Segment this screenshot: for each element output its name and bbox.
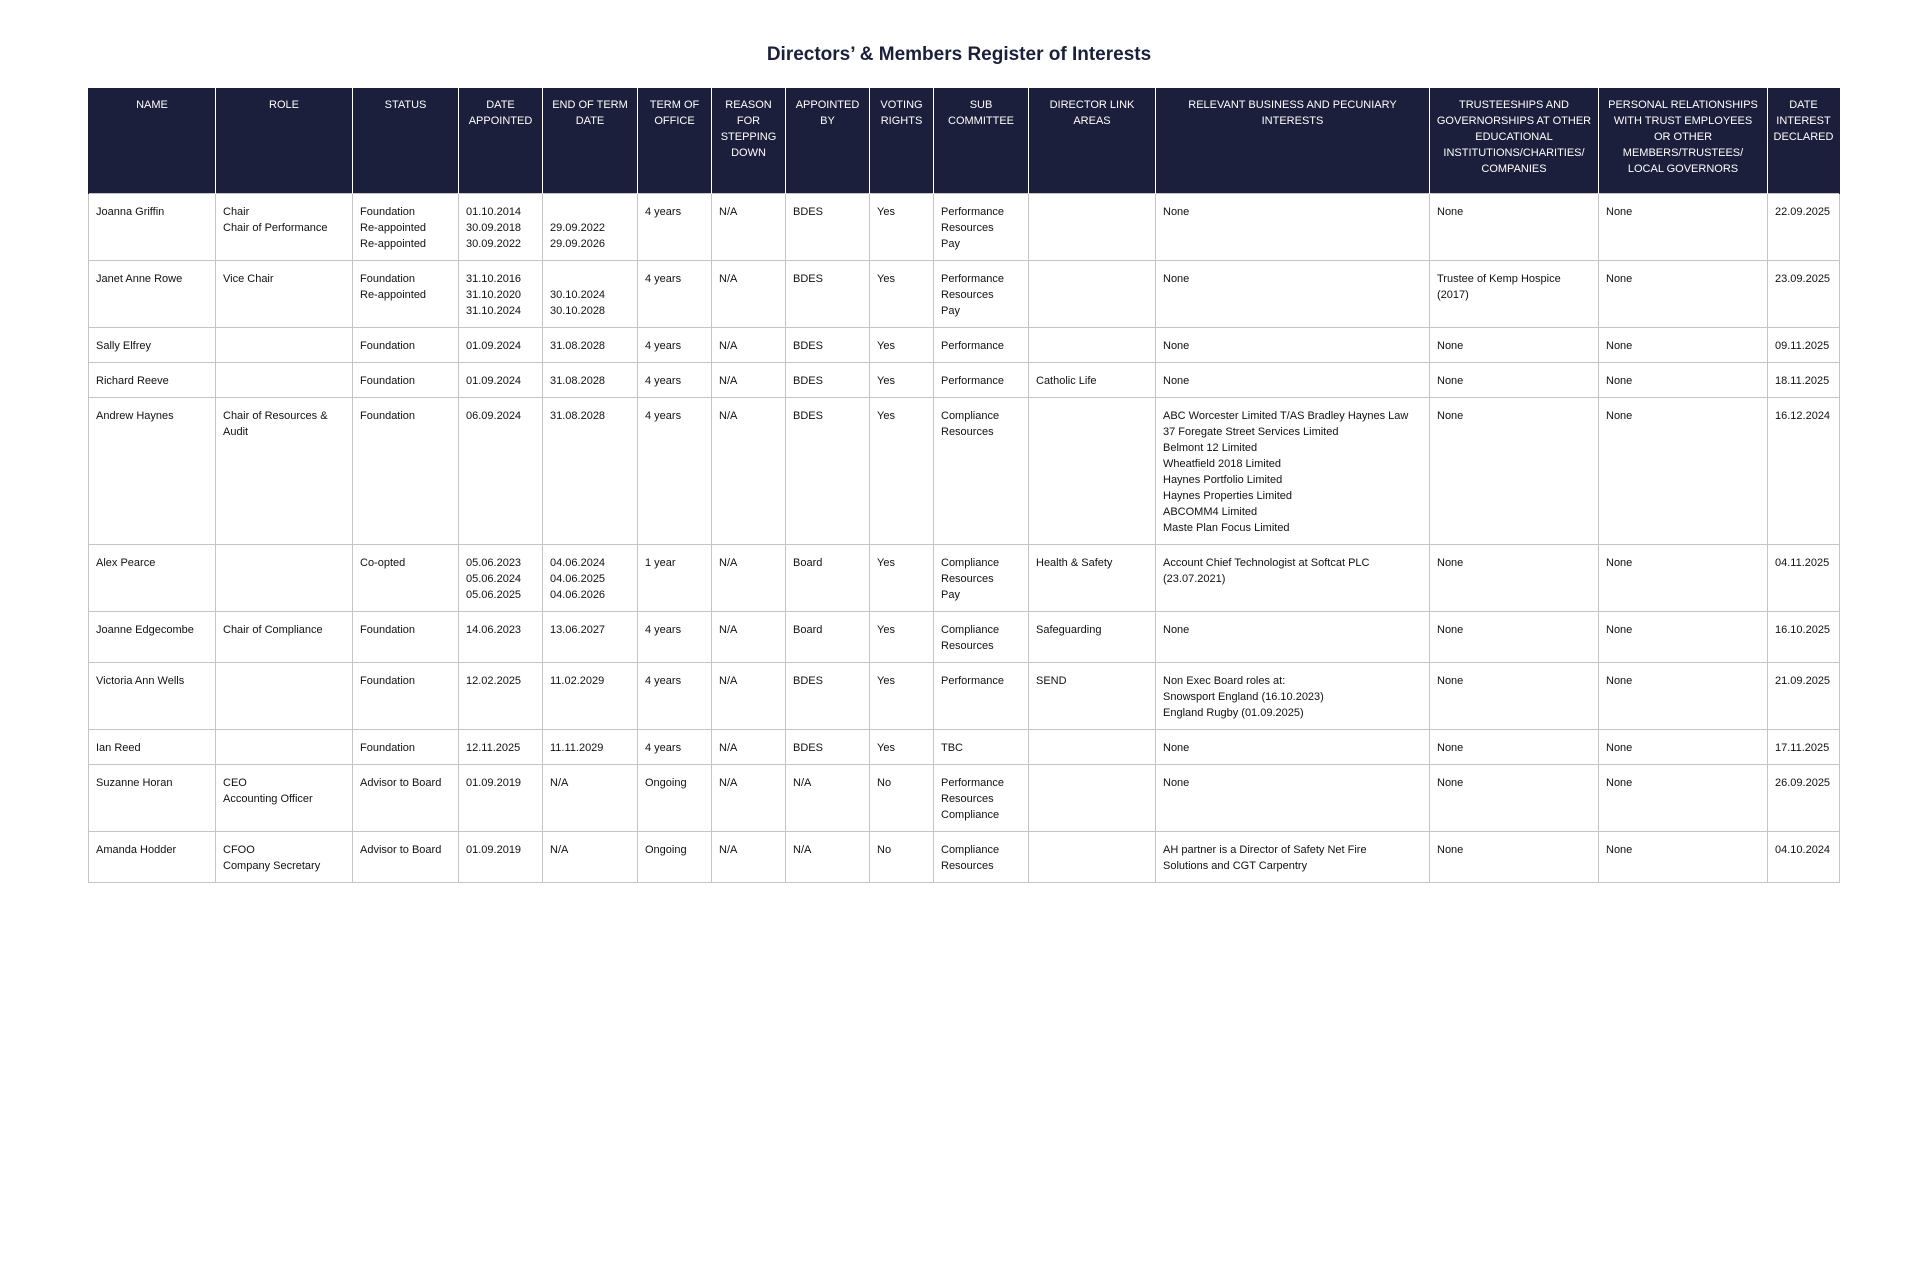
cell-trusteeships: None [1430, 730, 1599, 765]
cell-end-of-term-date: 31.08.2028 [543, 398, 638, 545]
cell-personal-relationships: None [1599, 398, 1768, 545]
cell-director-link-areas [1029, 730, 1156, 765]
cell-role [216, 545, 353, 612]
cell-date-appointed: 06.09.2024 [459, 398, 543, 545]
cell-status: Advisor to Board [353, 832, 459, 883]
cell-appointed-by: BDES [786, 194, 870, 261]
cell-name: Victoria Ann Wells [89, 663, 216, 730]
cell-voting-rights: Yes [870, 612, 934, 663]
cell-director-link-areas [1029, 328, 1156, 363]
cell-trusteeships: None [1430, 328, 1599, 363]
register-body [89, 194, 1840, 883]
cell-trusteeships: None [1430, 398, 1599, 545]
cell-end-of-term-date: 30.10.2024 30.10.2028 [543, 261, 638, 328]
cell-sub-committee: Compliance Resources [934, 612, 1029, 663]
cell-director-link-areas [1029, 765, 1156, 832]
cell-end-of-term-date: 31.08.2028 [543, 363, 638, 398]
cell-date-appointed: 31.10.2016 31.10.2020 31.10.2024 [459, 261, 543, 328]
table-row [89, 545, 1840, 612]
cell-name: Janet Anne Rowe [89, 261, 216, 328]
cell-appointed-by: BDES [786, 398, 870, 545]
cell-business-interests: None [1156, 328, 1430, 363]
cell-sub-committee: Compliance Resources [934, 398, 1029, 545]
cell-appointed-by: Board [786, 545, 870, 612]
cell-trusteeships: None [1430, 363, 1599, 398]
cell-personal-relationships: None [1599, 363, 1768, 398]
cell-date-appointed: 12.11.2025 [459, 730, 543, 765]
cell-business-interests: None [1156, 765, 1430, 832]
cell-end-of-term-date: N/A [543, 832, 638, 883]
cell-date-appointed: 12.02.2025 [459, 663, 543, 730]
column-header-term-of-office: TERM OF OFFICE [638, 88, 712, 194]
cell-reason-for-stepping-down: N/A [712, 730, 786, 765]
cell-name: Amanda Hodder [89, 832, 216, 883]
cell-term-of-office: 4 years [638, 363, 712, 398]
cell-business-interests: ABC Worcester Limited T/AS Bradley Haynes Law 37 Foregate Street Services Limited Belmont 12 Limited Wheatfield 2018 Limited Haynes Portfolio Limited Haynes Properties Limited ABCOMM4 Limited Maste Plan Focus Limited [1156, 398, 1430, 545]
column-header-appointed-by: APPOINTED BY [786, 88, 870, 194]
cell-director-link-areas [1029, 194, 1156, 261]
cell-reason-for-stepping-down: N/A [712, 663, 786, 730]
cell-term-of-office: 4 years [638, 730, 712, 765]
cell-date-interest-declared: 04.11.2025 [1768, 545, 1840, 612]
cell-reason-for-stepping-down: N/A [712, 832, 786, 883]
page-title: Directors’ & Members Register of Interests [766, 44, 1152, 65]
cell-personal-relationships: None [1599, 545, 1768, 612]
cell-voting-rights: Yes [870, 663, 934, 730]
cell-voting-rights: Yes [870, 194, 934, 261]
cell-end-of-term-date: 04.06.2024 04.06.2025 04.06.2026 [543, 545, 638, 612]
cell-role: Chair Chair of Performance [216, 194, 353, 261]
cell-end-of-term-date: 11.11.2029 [543, 730, 638, 765]
cell-director-link-areas: Catholic Life [1029, 363, 1156, 398]
cell-name: Andrew Haynes [89, 398, 216, 545]
cell-trusteeships: None [1430, 194, 1599, 261]
cell-date-appointed: 01.09.2019 [459, 832, 543, 883]
cell-status: Co-opted [353, 545, 459, 612]
cell-personal-relationships: None [1599, 194, 1768, 261]
cell-trusteeships: None [1430, 765, 1599, 832]
cell-reason-for-stepping-down: N/A [712, 765, 786, 832]
column-header-reason-for-stepping-down: REASON FOR STEPPING DOWN [712, 88, 786, 194]
cell-status: Foundation [353, 730, 459, 765]
cell-end-of-term-date: 13.06.2027 [543, 612, 638, 663]
cell-status: Foundation Re-appointed [353, 261, 459, 328]
cell-term-of-office: 4 years [638, 663, 712, 730]
cell-status: Foundation [353, 398, 459, 545]
cell-end-of-term-date: 29.09.2022 29.09.2026 [543, 194, 638, 261]
cell-role [216, 663, 353, 730]
column-header-sub-committee: SUB COMMITTEE [934, 88, 1029, 194]
cell-director-link-areas: Health & Safety [1029, 545, 1156, 612]
cell-reason-for-stepping-down: N/A [712, 328, 786, 363]
cell-voting-rights: Yes [870, 261, 934, 328]
cell-status: Foundation [353, 363, 459, 398]
cell-voting-rights: No [870, 832, 934, 883]
cell-reason-for-stepping-down: N/A [712, 612, 786, 663]
cell-director-link-areas [1029, 261, 1156, 328]
cell-date-interest-declared: 17.11.2025 [1768, 730, 1840, 765]
cell-date-interest-declared: 23.09.2025 [1768, 261, 1840, 328]
cell-date-appointed: 01.10.2014 30.09.2018 30.09.2022 [459, 194, 543, 261]
cell-term-of-office: 1 year [638, 545, 712, 612]
cell-business-interests: None [1156, 612, 1430, 663]
cell-term-of-office: 4 years [638, 612, 712, 663]
table-row [89, 398, 1840, 545]
cell-business-interests: AH partner is a Director of Safety Net Fire Solutions and CGT Carpentry [1156, 832, 1430, 883]
cell-voting-rights: Yes [870, 545, 934, 612]
cell-sub-committee: Compliance Resources Pay [934, 545, 1029, 612]
column-header-director-link-areas: DIRECTOR LINK AREAS [1029, 88, 1156, 194]
cell-appointed-by: BDES [786, 663, 870, 730]
cell-name: Ian Reed [89, 730, 216, 765]
cell-name: Joanna Griffin [89, 194, 216, 261]
cell-trusteeships: None [1430, 832, 1599, 883]
cell-sub-committee: TBC [934, 730, 1029, 765]
register-table [88, 88, 1840, 883]
cell-date-appointed: 01.09.2019 [459, 765, 543, 832]
cell-voting-rights: Yes [870, 363, 934, 398]
cell-reason-for-stepping-down: N/A [712, 194, 786, 261]
cell-status: Foundation [353, 328, 459, 363]
cell-business-interests: Account Chief Technologist at Softcat PLC (23.07.2021) [1156, 545, 1430, 612]
cell-status: Advisor to Board [353, 765, 459, 832]
cell-date-appointed: 14.06.2023 [459, 612, 543, 663]
column-header-date-appointed: DATE APPOINTED [459, 88, 543, 194]
cell-role [216, 363, 353, 398]
cell-name: Suzanne Horan [89, 765, 216, 832]
cell-term-of-office: Ongoing [638, 832, 712, 883]
cell-name: Joanne Edgecombe [89, 612, 216, 663]
cell-voting-rights: Yes [870, 730, 934, 765]
cell-director-link-areas [1029, 832, 1156, 883]
cell-sub-committee: Performance Resources Pay [934, 261, 1029, 328]
cell-sub-committee: Performance [934, 328, 1029, 363]
cell-appointed-by: Board [786, 612, 870, 663]
table-row [89, 261, 1840, 328]
table-row [89, 663, 1840, 730]
cell-personal-relationships: None [1599, 663, 1768, 730]
cell-appointed-by: N/A [786, 832, 870, 883]
cell-business-interests: None [1156, 194, 1430, 261]
cell-status: Foundation Re-appointed Re-appointed [353, 194, 459, 261]
cell-date-interest-declared: 16.12.2024 [1768, 398, 1840, 545]
cell-term-of-office: Ongoing [638, 765, 712, 832]
cell-date-interest-declared: 21.09.2025 [1768, 663, 1840, 730]
column-header-end-of-term-date: END OF TERM DATE [543, 88, 638, 194]
cell-status: Foundation [353, 663, 459, 730]
cell-personal-relationships: None [1599, 261, 1768, 328]
cell-voting-rights: Yes [870, 328, 934, 363]
cell-business-interests: None [1156, 363, 1430, 398]
cell-personal-relationships: None [1599, 328, 1768, 363]
column-header-business-interests: RELEVANT BUSINESS AND PECUNIARY INTERESTS [1156, 88, 1430, 194]
cell-end-of-term-date: 31.08.2028 [543, 328, 638, 363]
cell-end-of-term-date: N/A [543, 765, 638, 832]
cell-role [216, 328, 353, 363]
cell-trusteeships: Trustee of Kemp Hospice (2017) [1430, 261, 1599, 328]
cell-date-interest-declared: 09.11.2025 [1768, 328, 1840, 363]
cell-date-interest-declared: 04.10.2024 [1768, 832, 1840, 883]
cell-appointed-by: BDES [786, 363, 870, 398]
column-header-name: NAME [89, 88, 216, 194]
cell-role: Vice Chair [216, 261, 353, 328]
cell-name: Sally Elfrey [89, 328, 216, 363]
cell-reason-for-stepping-down: N/A [712, 261, 786, 328]
table-row [89, 363, 1840, 398]
table-row [89, 194, 1840, 261]
table-row [89, 612, 1840, 663]
cell-term-of-office: 4 years [638, 261, 712, 328]
cell-reason-for-stepping-down: N/A [712, 363, 786, 398]
cell-business-interests: Non Exec Board roles at: Snowsport England (16.10.2023) England Rugby (01.09.2025) [1156, 663, 1430, 730]
cell-role [216, 730, 353, 765]
cell-date-interest-declared: 26.09.2025 [1768, 765, 1840, 832]
cell-date-interest-declared: 16.10.2025 [1768, 612, 1840, 663]
cell-voting-rights: No [870, 765, 934, 832]
cell-personal-relationships: None [1599, 730, 1768, 765]
cell-sub-committee: Performance [934, 363, 1029, 398]
cell-trusteeships: None [1430, 612, 1599, 663]
cell-sub-committee: Performance [934, 663, 1029, 730]
cell-director-link-areas: SEND [1029, 663, 1156, 730]
cell-sub-committee: Performance Resources Pay [934, 194, 1029, 261]
column-header-voting-rights: VOTING RIGHTS [870, 88, 934, 194]
column-header-trusteeships: TRUSTEESHIPS AND GOVERNORSHIPS AT OTHER EDUCATIONAL INSTITUTIONS/CHARITIES/ COMPANIES [1430, 88, 1599, 194]
cell-business-interests: None [1156, 261, 1430, 328]
cell-sub-committee: Compliance Resources [934, 832, 1029, 883]
cell-personal-relationships: None [1599, 765, 1768, 832]
cell-appointed-by: BDES [786, 261, 870, 328]
cell-term-of-office: 4 years [638, 398, 712, 545]
cell-term-of-office: 4 years [638, 328, 712, 363]
cell-trusteeships: None [1430, 663, 1599, 730]
cell-trusteeships: None [1430, 545, 1599, 612]
cell-name: Alex Pearce [89, 545, 216, 612]
column-header-personal-relationships: PERSONAL RELATIONSHIPS WITH TRUST EMPLOYEES OR OTHER MEMBERS/TRUSTEES/ LOCAL GOVERNORS [1599, 88, 1768, 194]
cell-date-appointed: 05.06.2023 05.06.2024 05.06.2025 [459, 545, 543, 612]
cell-date-interest-declared: 18.11.2025 [1768, 363, 1840, 398]
cell-date-interest-declared: 22.09.2025 [1768, 194, 1840, 261]
cell-appointed-by: BDES [786, 730, 870, 765]
cell-director-link-areas: Safeguarding [1029, 612, 1156, 663]
cell-status: Foundation [353, 612, 459, 663]
cell-role: Chair of Compliance [216, 612, 353, 663]
table-row [89, 328, 1840, 363]
cell-date-appointed: 01.09.2024 [459, 328, 543, 363]
cell-date-appointed: 01.09.2024 [459, 363, 543, 398]
column-header-date-interest-declared: DATE INTEREST DECLARED [1768, 88, 1840, 194]
cell-appointed-by: BDES [786, 328, 870, 363]
cell-role: CFOO Company Secretary [216, 832, 353, 883]
cell-personal-relationships: None [1599, 832, 1768, 883]
table-row [89, 730, 1840, 765]
cell-reason-for-stepping-down: N/A [712, 398, 786, 545]
cell-term-of-office: 4 years [638, 194, 712, 261]
cell-voting-rights: Yes [870, 398, 934, 545]
cell-end-of-term-date: 11.02.2029 [543, 663, 638, 730]
cell-appointed-by: N/A [786, 765, 870, 832]
column-header-role: ROLE [216, 88, 353, 194]
cell-personal-relationships: None [1599, 612, 1768, 663]
cell-reason-for-stepping-down: N/A [712, 545, 786, 612]
cell-role: Chair of Resources & Audit [216, 398, 353, 545]
cell-role: CEO Accounting Officer [216, 765, 353, 832]
cell-director-link-areas [1029, 398, 1156, 545]
table-row [89, 832, 1840, 883]
header-row [89, 88, 1840, 194]
column-header-status: STATUS [353, 88, 459, 194]
cell-name: Richard Reeve [89, 363, 216, 398]
cell-business-interests: None [1156, 730, 1430, 765]
table-row [89, 765, 1840, 832]
cell-sub-committee: Performance Resources Compliance [934, 765, 1029, 832]
